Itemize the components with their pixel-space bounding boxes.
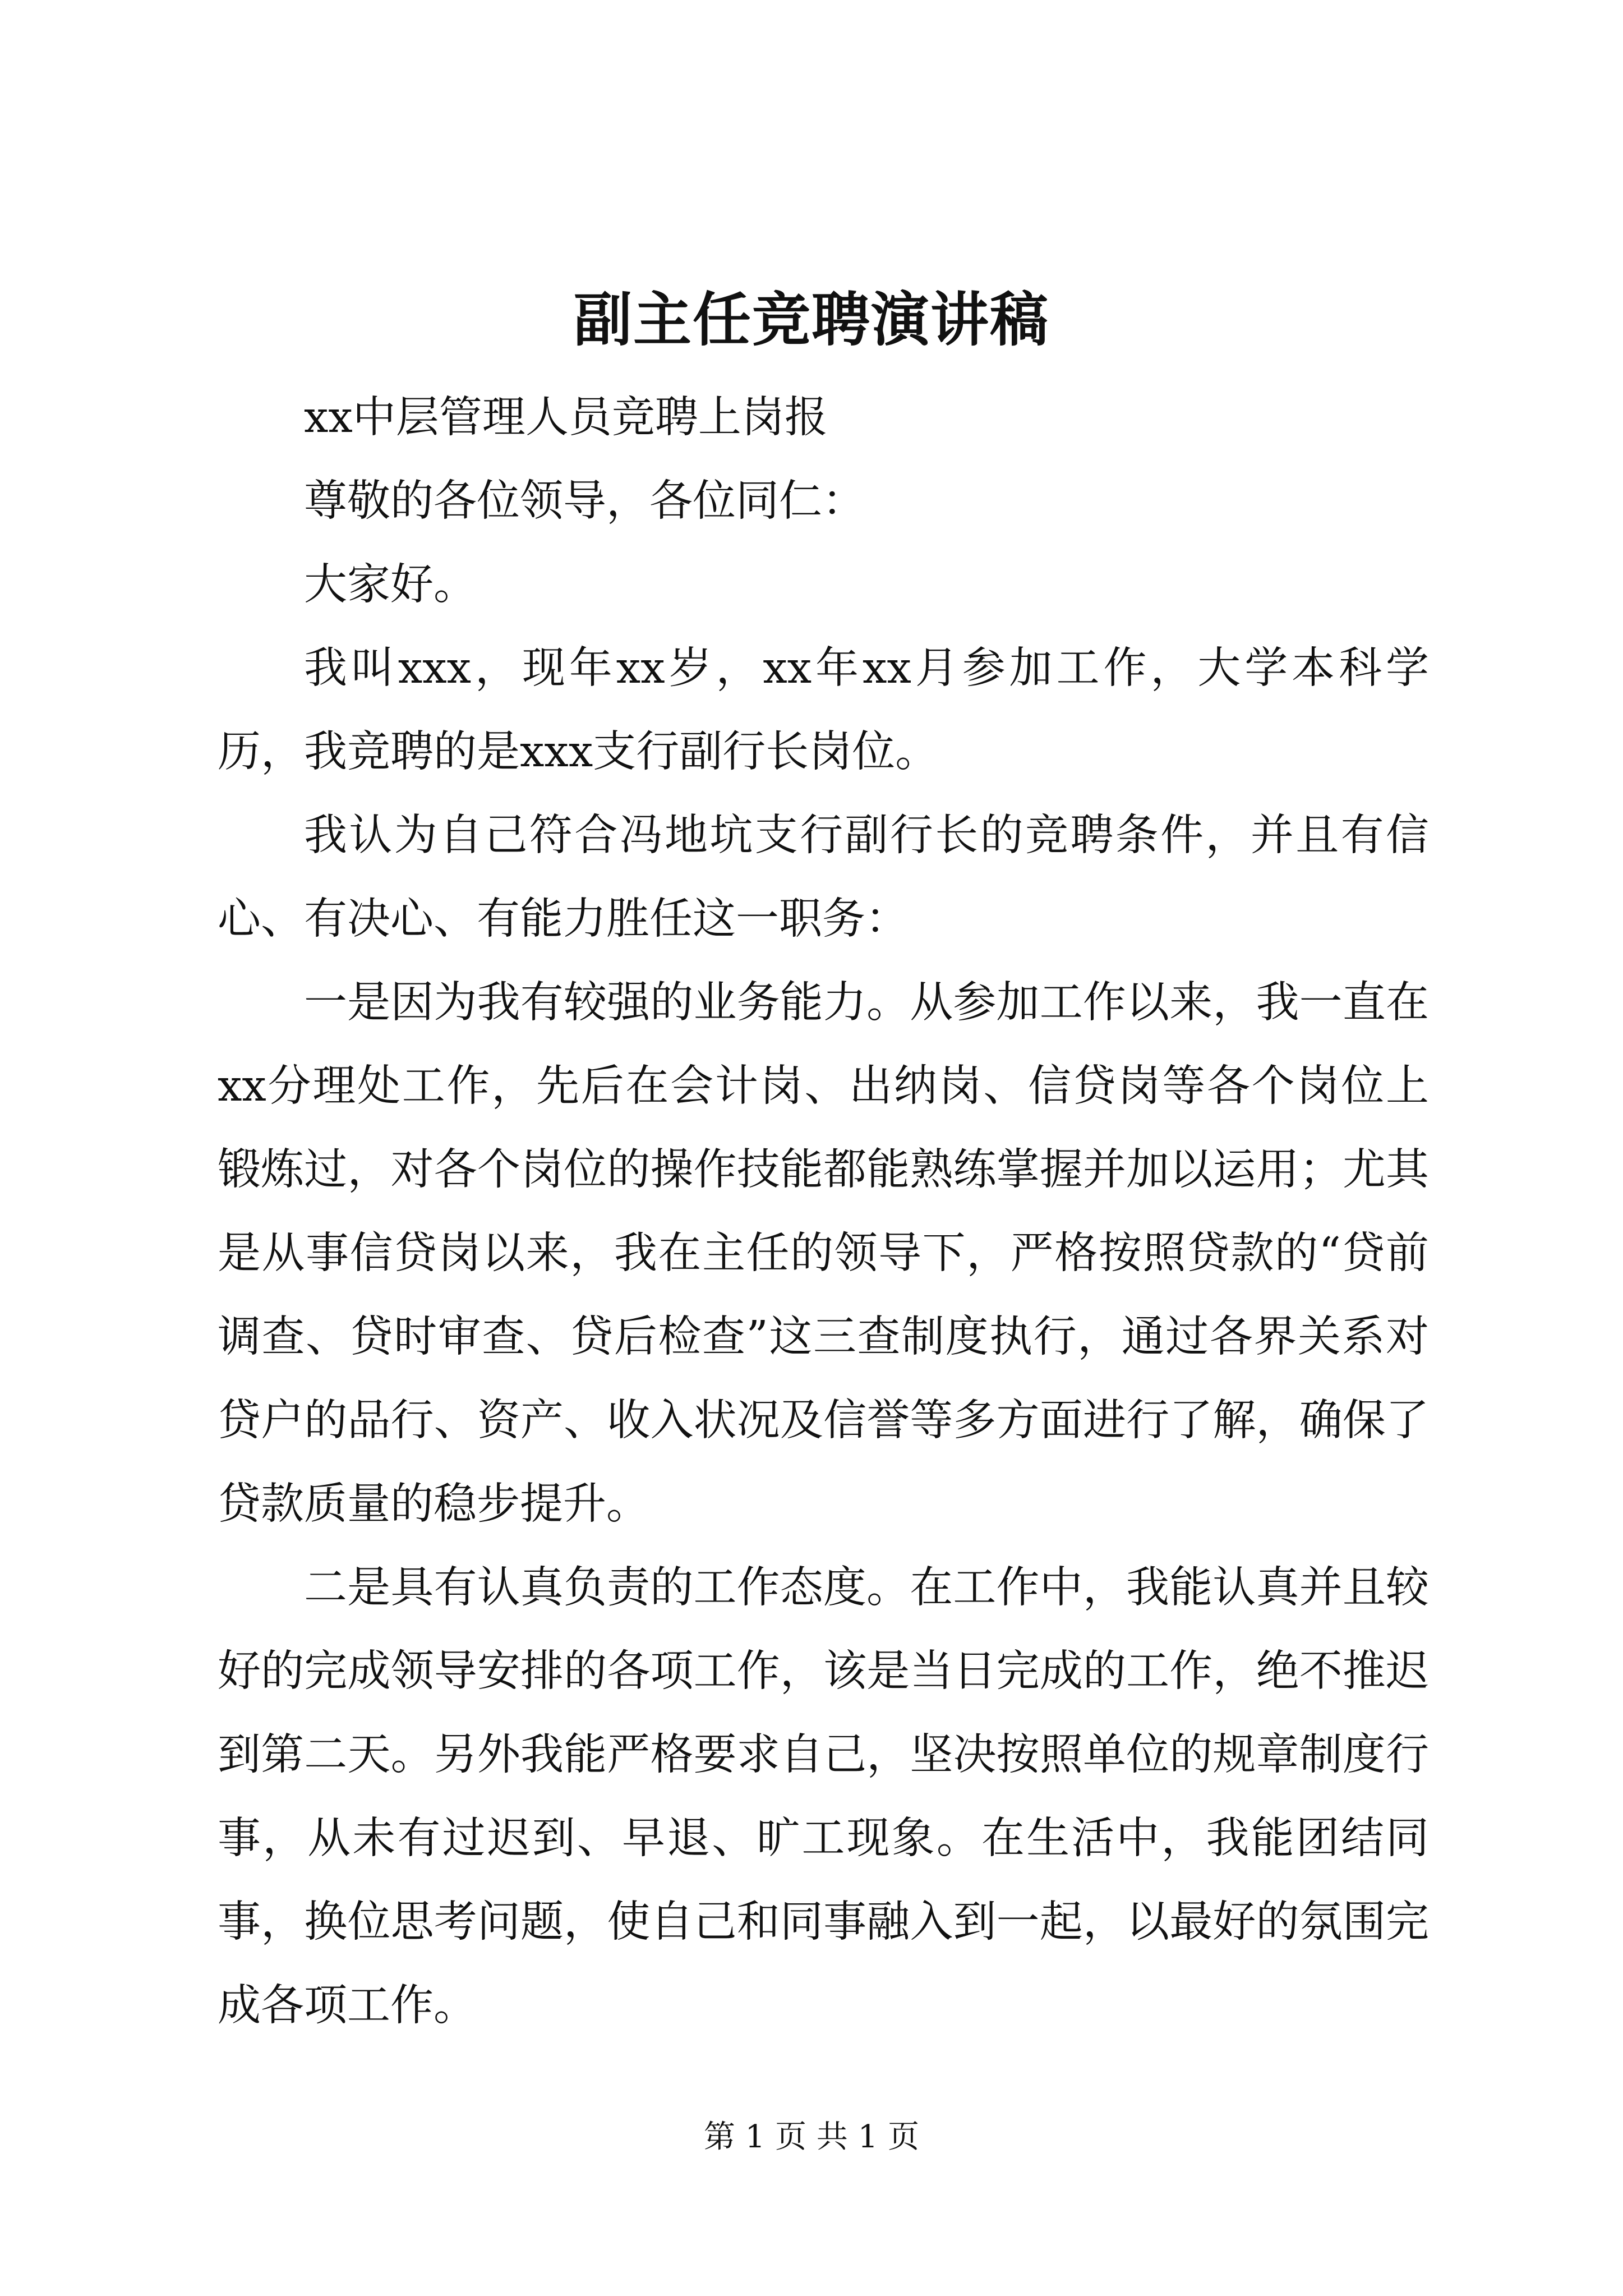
paragraph-self-intro: 我叫xxx，现年xx岁，xx年xx月参加工作，大学本科学历，我竞聘的是xxx支行副行长岗位。 bbox=[218, 643, 1429, 777]
paragraph-greeting: 大家好。 bbox=[304, 560, 477, 610]
document-body bbox=[218, 376, 1429, 2047]
paragraph-heading-line: xx中层管理人员竞聘上岗报 bbox=[304, 393, 828, 443]
paragraph-salutation: 尊敬的各位领导，各位同仁： bbox=[304, 476, 865, 526]
paragraph-qualification: 我认为自己符合冯地坑支行副行长的竞聘条件，并且有信心、有决心、有能力胜任这一职务： bbox=[218, 811, 1429, 944]
paragraph-work-attitude: 二是具有认真负责的工作态度。在工作中，我能认真并且较好的完成领导安排的各项工作，该是当日完成的工作，绝不推迟到第二天。另外我能严格要求自己，坚决按照单位的规章制度行事，从未有过迟到、早退、旷工现象。在生活中，我能团结同事，换位思考问题，使自己和同事融入到一起，以最好的氛围完成各项工作。 bbox=[218, 1563, 1429, 2031]
page-footer: 第 1 页 共 1 页 bbox=[703, 2119, 920, 2155]
paragraph-business-ability: 一是因为我有较强的业务能力。从参加工作以来，我一直在xx分理处工作，先后在会计岗、出纳岗、信贷岗等各个岗位上锻炼过，对各个岗位的操作技能都能熟练掌握并加以运用；尤其是从事信贷岗以来，我在主任的领导下，严格按照贷款的“贷前调查、贷时审查、贷后检查”这三查制度执行，通过各界关系对贷户的品行、资产、收入状况及信誉等多方面进行了解，确保了贷款质量的稳步提升。 bbox=[218, 978, 1429, 1529]
document-title: 副主任竞聘演讲稿 bbox=[573, 285, 1049, 354]
